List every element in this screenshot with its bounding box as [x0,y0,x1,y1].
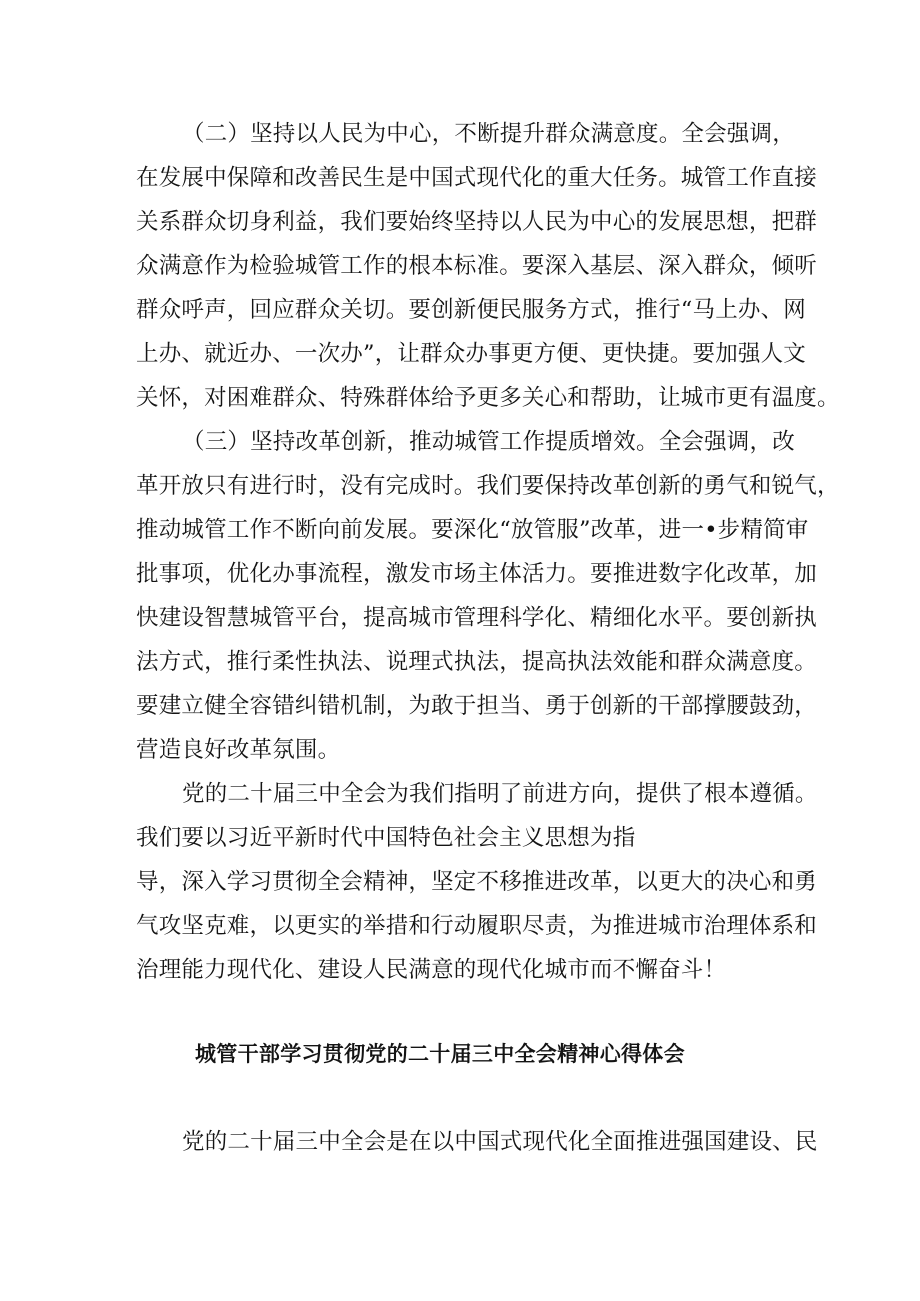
paragraph-2-line-1: （二）坚持以人民为中心，不断提升群众满意度。全会强调， [182,121,795,147]
paragraph-2-line-5: 群众呼声，回应群众关切。要创新便民服务方式，推行“马上办、网 [136,297,807,323]
next-article-first-line: 党的二十届三中全会是在以中国式现代化全面推进强国建设、民 [182,1129,818,1155]
paragraph-3-line-5: 快建设智慧城管平台，提高城市管理科学化、精细化水平。要创新执 [136,605,818,631]
closing-paragraph-line-2: 我们要以习近平新时代中国特色社会主义思想为指 [136,825,636,851]
paragraph-3-line-6: 法方式，推行柔性执法、说理式执法，提高执法效能和群众满意度。 [136,649,818,675]
paragraph-3-line-4: 批事项，优化办事流程，激发市场主体活力。要推进数字化改革，加 [136,561,818,587]
paragraph-2-line-4: 众满意作为检验城管工作的根本标准。要深入基层、深入群众，倾听 [136,253,818,279]
paragraph-3-line-8: 营造良好改革氛围。 [136,737,341,763]
paragraph-3-line-1: （三）坚持改革创新，推动城管工作提质增效。全会强调，改 [182,429,795,455]
closing-paragraph-line-3: 导，深入学习贯彻全会精神，坚定不移推进改革，以更大的决心和勇 [136,869,818,895]
paragraph-2-line-6: 上办、就近办、一次办”，让群众办事更方便、更快捷。要加强人文 [136,341,807,367]
closing-paragraph-line-1: 党的二十届三中全会为我们指明了前进方向，提供了根本遵循。 [182,781,818,807]
paragraph-3-line-2: 革开放只有进行时，没有完成时。我们要保持改革创新的勇气和锐气， [136,473,840,499]
paragraph-3-line-7: 要建立健全容错纠错机制，为敢于担当、勇于创新的干部撑腰鼓劲， [136,693,818,719]
paragraph-2-line-3: 关系群众切身利益，我们要始终坚持以人民为中心的发展思想，把群 [136,209,818,235]
paragraph-2-line-7: 关怀，对困难群众、特殊群体给予更多关心和帮助，让城市更有温度。 [136,385,840,411]
closing-paragraph-line-5: 治理能力现代化、建设人民满意的现代化城市而不懈奋斗！ [136,957,727,983]
article-heading: 城管干部学习贯彻党的二十届三中全会精神心得体会 [195,1042,685,1066]
paragraph-2-line-2: 在发展中保障和改善民生是中国式现代化的重大任务。城管工作直接 [136,165,818,191]
closing-paragraph-line-4: 气攻坚克难，以更实的举措和行动履职尽责，为推进城市治理体系和 [136,913,818,939]
paragraph-3-line-3: 推动城管工作不断向前发展。要深化“放管服”改革，进一•步精简审 [136,517,809,543]
